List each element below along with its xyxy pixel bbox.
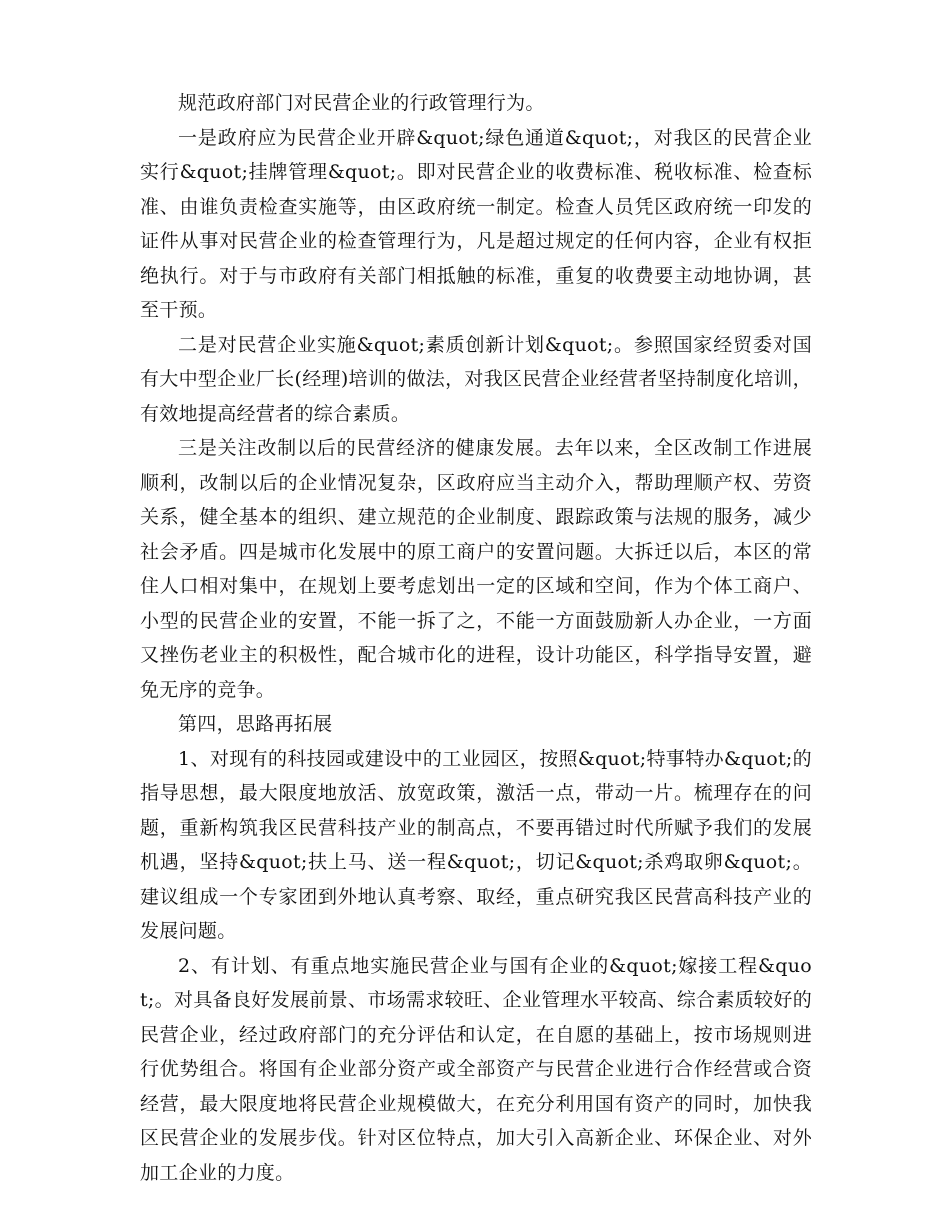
document-body <box>140 86 812 1190</box>
paragraph-5: 1、对现有的科技园或建设中的工业园区，按照&quot;特事特办&quot;的指导思想，最大限度地放活、放宽政策，激活一点，带动一片。梳理存在的问题，重新构筑我区民营科技产业的制高点，不要再错过时代所赋予我们的发展机遇，坚持&quot;扶上马、送一程&quot;，切记&quot;杀鸡取卵&quot;。建议组成一个专家团到外地认真考察、取经，重点研究我区民营高科技产业的发展问题。 <box>140 747 812 942</box>
paragraph-6: 2、有计划、有重点地实施民营企业与国有企业的&quot;嫁接工程&quot;。对具备良好发展前景、市场需求较旺、企业管理水平较高、综合素质较好的民营企业，经过政府部门的充分评估和认定，在自愿的基础上，按市场规则进行优势组合。将国有企业部分资产或全部资产与民营企业进行合作经营或合资经营，最大限度地将民营企业规模做大，在充分利用国有资产的同时，加快我区民营企业的发展步伐。针对区位特点，加大引入高新企业、环保企业、对外加工企业的力度。 <box>140 954 812 1184</box>
paragraph-3: 二是对民营企业实施&quot;素质创新计划&quot;。参照国家经贸委对国有大中型企业厂长(经理)培训的做法，对我区民营企业经营者坚持制度化培训，有效地提高经营者的综合素质。 <box>140 333 812 425</box>
paragraph-1: 规范政府部门对民营企业的行政管理行为。 <box>178 92 545 114</box>
paragraph-4: 三是关注改制以后的民营经济的健康发展。去年以来，全区改制工作进展顺利，改制以后的企业情况复杂，区政府应当主动介入，帮助理顺产权、劳资关系，健全基本的组织、建立规范的企业制度、跟踪政策与法规的服务，减少社会矛盾。四是城市化发展中的原工商户的安置问题。大拆迁以后，本区的常住人口相对集中，在规划上要考虑划出一定的区域和空间，作为个体工商户、小型的民营企业的安置，不能一拆了之，不能一方面鼓励新人办企业，一方面又挫伤老业主的积极性，配合城市化的进程，设计功能区，科学指导安置，避免无序的竞争。 <box>140 437 812 701</box>
paragraph-2: 一是政府应为民营企业开辟&quot;绿色通道&quot;，对我区的民营企业实行&quot;挂牌管理&quot;。即对民营企业的收费标准、税收标准、检查标准、由谁负责检查实施等，由区政府统一制定。检查人员凭区政府统一印发的证件从事对民营企业的检查管理行为，凡是超过规定的任何内容，企业有权拒绝执行。对于与市政府有关部门相抵触的标准，重复的收费要主动地协调，甚至干预。 <box>140 126 812 321</box>
section-heading: 第四，思路再拓展 <box>178 713 333 735</box>
